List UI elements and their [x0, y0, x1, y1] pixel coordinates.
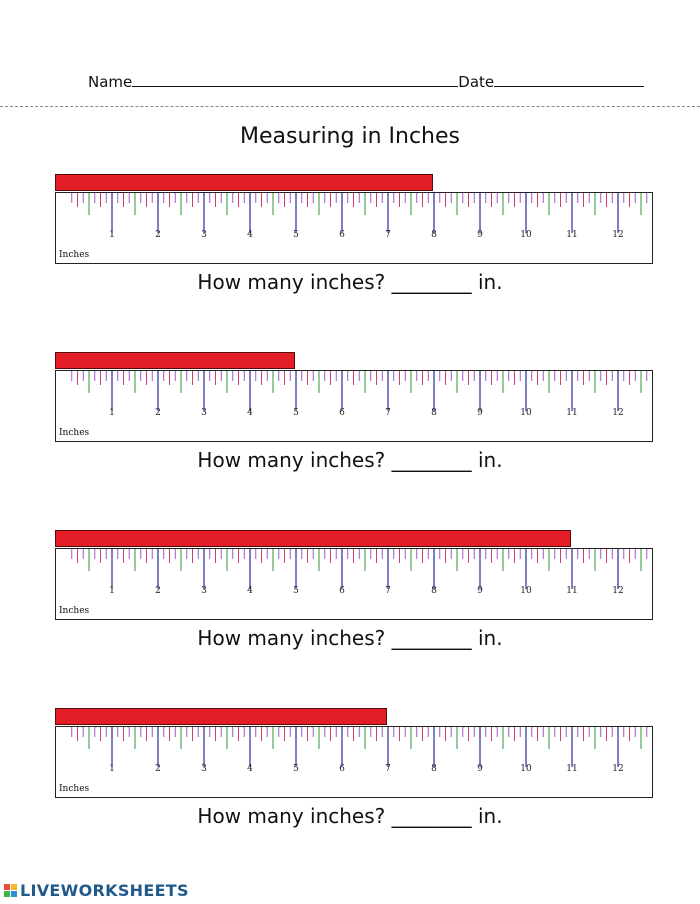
- ruler-number: 7: [385, 764, 391, 774]
- name-blank[interactable]: [132, 72, 458, 87]
- ruler-ticks: [56, 549, 654, 621]
- inch-ruler: [55, 726, 653, 798]
- logo-square: [11, 884, 17, 890]
- measure-bar: [55, 708, 387, 725]
- ruler-number: 5: [293, 230, 299, 240]
- question-text[interactable]: How many inches? ________ in.: [197, 804, 503, 828]
- ruler-number: 11: [566, 230, 578, 240]
- ruler-unit-label: Inches: [59, 428, 90, 438]
- inch-ruler: [55, 548, 653, 620]
- ruler-question-block: [0, 708, 700, 838]
- ruler-ticks: [56, 371, 654, 443]
- ruler-number: 5: [293, 408, 299, 418]
- ruler-number: 4: [247, 408, 253, 418]
- ruler-unit-label: Inches: [59, 250, 90, 260]
- ruler-number: 5: [293, 586, 299, 596]
- date-blank[interactable]: [494, 72, 644, 87]
- date-label: Date: [458, 73, 495, 91]
- logo-text: LIVEWORKSHEETS: [20, 880, 189, 900]
- ruler-number: 1: [109, 408, 115, 418]
- ruler-ticks: [56, 727, 654, 799]
- ruler-number: 2: [155, 408, 161, 418]
- ruler-number: 10: [520, 764, 532, 774]
- ruler-number: 8: [431, 408, 437, 418]
- ruler-number: 1: [109, 764, 115, 774]
- ruler-number: 6: [339, 408, 345, 418]
- ruler-number: 10: [520, 230, 532, 240]
- question-text[interactable]: How many inches? ________ in.: [197, 448, 503, 472]
- inch-ruler: [55, 370, 653, 442]
- ruler-number: 3: [201, 764, 207, 774]
- ruler-number: 8: [431, 764, 437, 774]
- logo-mark-icon: [4, 884, 17, 897]
- ruler-number: 6: [339, 586, 345, 596]
- ruler-number: 9: [477, 586, 483, 596]
- ruler-number: 7: [385, 586, 391, 596]
- name-date-header: [88, 72, 644, 91]
- ruler-ticks: [56, 193, 654, 265]
- ruler-number: 5: [293, 764, 299, 774]
- ruler-number: 2: [155, 586, 161, 596]
- logo-square: [4, 884, 10, 890]
- ruler-number: 3: [201, 408, 207, 418]
- ruler-number: 9: [477, 408, 483, 418]
- cut-line: [0, 106, 700, 107]
- ruler-number: 1: [109, 586, 115, 596]
- ruler-number: 9: [477, 764, 483, 774]
- ruler-number: 12: [612, 764, 624, 774]
- worksheet-title: Measuring in Inches: [240, 124, 460, 149]
- measure-bar: [55, 174, 433, 191]
- ruler-number: 11: [566, 764, 578, 774]
- logo-square: [4, 891, 10, 897]
- ruler-number: 11: [566, 408, 578, 418]
- ruler-unit-label: Inches: [59, 606, 90, 616]
- ruler-number: 1: [109, 230, 115, 240]
- ruler-number: 8: [431, 230, 437, 240]
- ruler-number: 12: [612, 230, 624, 240]
- ruler-number: 3: [201, 586, 207, 596]
- ruler-number: 10: [520, 408, 532, 418]
- measure-bar: [55, 530, 571, 547]
- ruler-number: 2: [155, 230, 161, 240]
- ruler-number: 12: [612, 586, 624, 596]
- ruler-number: 9: [477, 230, 483, 240]
- ruler-unit-label: Inches: [59, 784, 90, 794]
- ruler-question-block: [0, 352, 700, 482]
- ruler-number: 10: [520, 586, 532, 596]
- ruler-number: 12: [612, 408, 624, 418]
- ruler-number: 2: [155, 764, 161, 774]
- ruler-question-block: [0, 174, 700, 304]
- ruler-number: 3: [201, 230, 207, 240]
- ruler-number: 4: [247, 586, 253, 596]
- ruler-number: 4: [247, 764, 253, 774]
- ruler-number: 7: [385, 230, 391, 240]
- ruler-question-block: [0, 530, 700, 660]
- ruler-number: 4: [247, 230, 253, 240]
- question-text[interactable]: How many inches? ________ in.: [197, 270, 503, 294]
- ruler-number: 7: [385, 408, 391, 418]
- ruler-number: 8: [431, 586, 437, 596]
- liveworksheets-logo: [4, 880, 189, 900]
- inch-ruler: [55, 192, 653, 264]
- ruler-number: 11: [566, 586, 578, 596]
- name-label: Name: [88, 73, 133, 91]
- ruler-number: 6: [339, 230, 345, 240]
- logo-square: [11, 891, 17, 897]
- question-text[interactable]: How many inches? ________ in.: [197, 626, 503, 650]
- measure-bar: [55, 352, 295, 369]
- ruler-number: 6: [339, 764, 345, 774]
